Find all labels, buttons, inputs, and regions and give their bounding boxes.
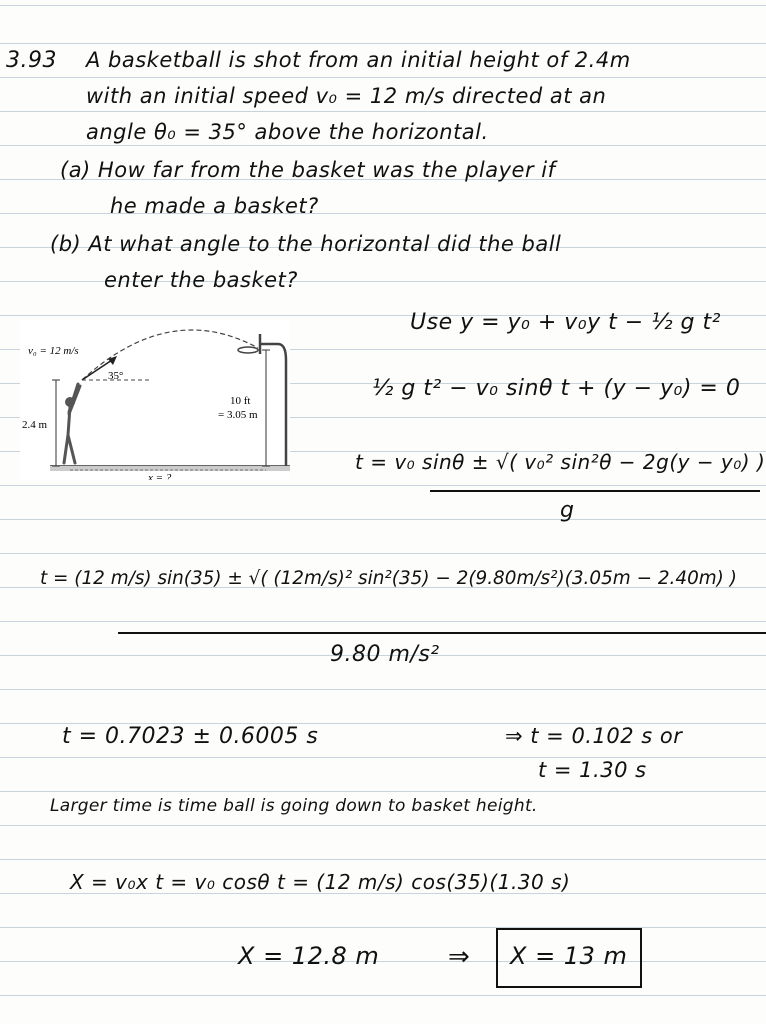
problem-line-2: with an initial speed v₀ = 12 m/s directed at an	[86, 84, 607, 108]
part-b-line-2: enter the basket?	[104, 268, 298, 292]
use-equation: Use y = y₀ + v₀y t − ½ g t²	[410, 310, 721, 335]
t-formula-denominator: g	[560, 498, 575, 523]
x-label: x = ?	[148, 472, 172, 480]
t-substituted-numerator: t = (12 m/s) sin(35) ± √( (12m/s)² sin²(35) − 2(9.80m/s²)(3.05m − 2.40m) )	[40, 568, 737, 589]
t-result: t = 0.7023 ± 0.6005 s	[62, 724, 319, 749]
rim-label-2: = 3.05 m	[218, 409, 258, 421]
part-b-line-1: (b) At what angle to the horizontal did the ball	[50, 232, 562, 256]
t-option-2: t = 1.30 s	[538, 758, 647, 782]
x-result: X = 12.8 m	[238, 942, 380, 970]
quadratic-equation: ½ g t² − v₀ sinθ t + (y − y₀) = 0	[372, 376, 741, 401]
implies-arrow: ⇒	[448, 942, 471, 972]
larger-time-note: Larger time is time ball is going down to basket height.	[50, 796, 538, 816]
basket-pole	[260, 334, 286, 466]
angle-label: 35°	[108, 370, 124, 382]
problem-number: 3.93	[6, 48, 57, 73]
t-substituted-fraction-line	[118, 632, 766, 634]
basket-rim	[238, 347, 258, 353]
rim-label-1: 10 ft	[230, 395, 251, 407]
t-option-1: ⇒ t = 0.102 s or	[505, 724, 683, 748]
final-answer: X = 13 m	[510, 942, 628, 970]
t-formula-fraction-line	[430, 490, 760, 492]
part-a-line-1: (a) How far from the basket was the player if	[60, 158, 556, 182]
t-formula-numerator: t = v₀ sinθ ± √( v₀² sin²θ − 2g(y − y₀) )	[355, 450, 766, 474]
t-substituted-denominator: 9.80 m/s²	[330, 642, 440, 667]
problem-line-1: A basketball is shot from an initial height of 2.4m	[86, 48, 631, 72]
height-label: 2.4 m	[22, 419, 48, 431]
problem-line-3: angle θ₀ = 35° above the horizontal.	[86, 120, 489, 144]
part-a-line-2: he made a basket?	[110, 194, 319, 218]
player-body	[64, 384, 80, 463]
basketball-figure	[20, 320, 290, 480]
x-equation: X = v₀x t = v₀ cosθ t = (12 m/s) cos(35)(1.30 s)	[70, 870, 571, 894]
velocity-arrowhead	[108, 356, 117, 365]
v0-label: v₀ = 12 m/s	[28, 345, 79, 357]
